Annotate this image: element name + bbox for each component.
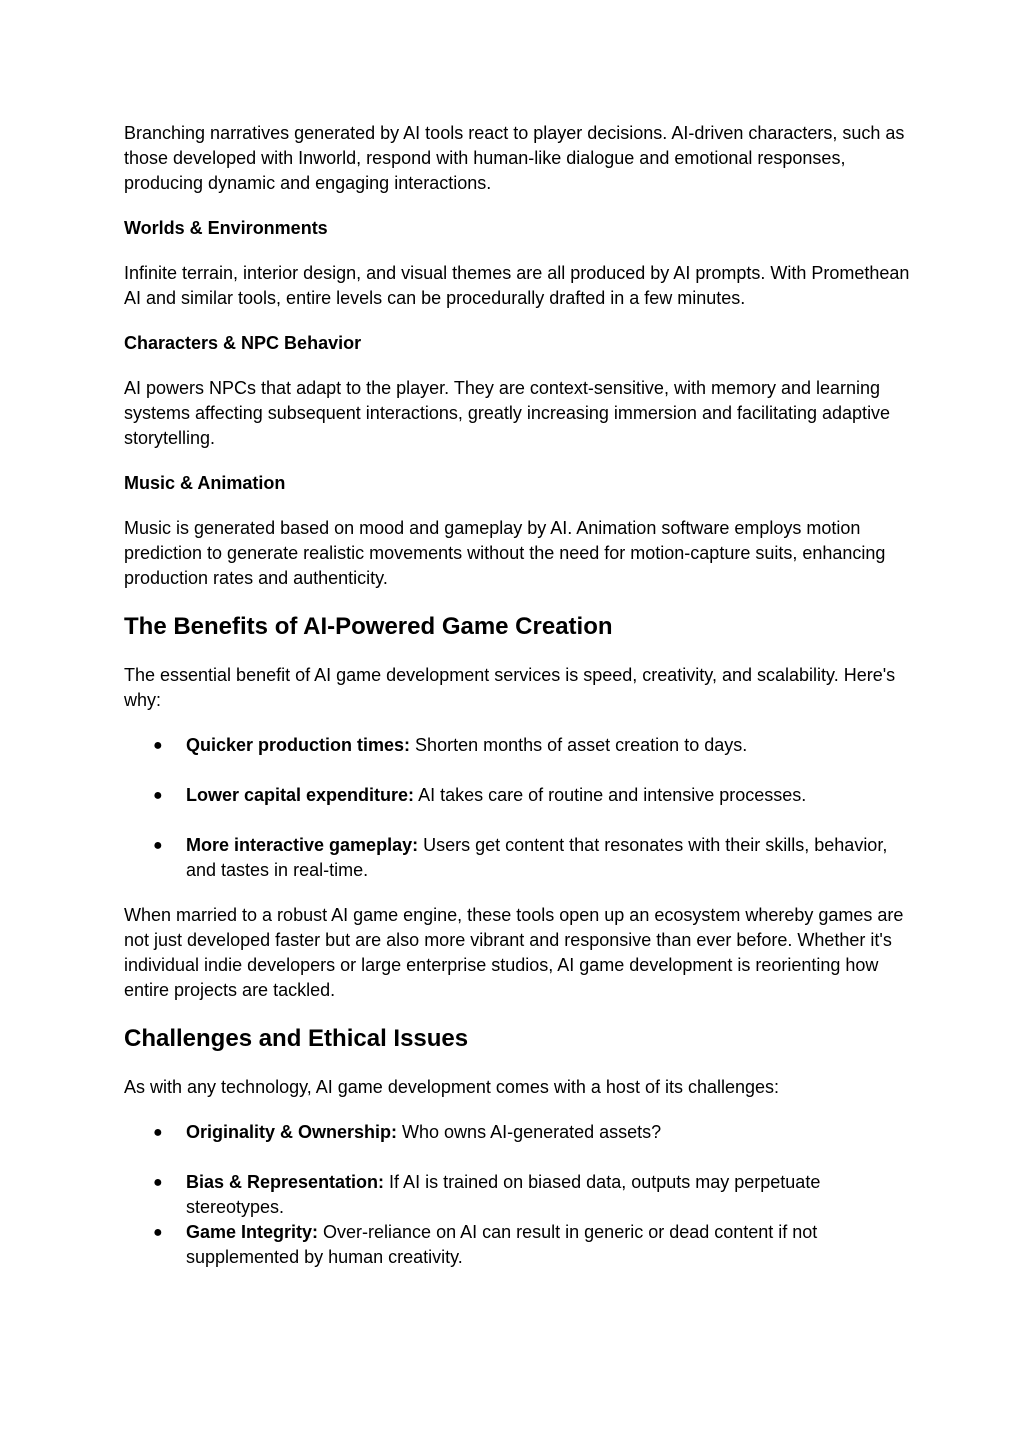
bullet-icon: ●	[153, 1224, 163, 1241]
list-item-text: AI takes care of routine and intensive processes.	[414, 785, 807, 805]
bullet-icon: ●	[153, 737, 163, 754]
list-item-term: Game Integrity:	[186, 1222, 319, 1242]
benefits-list	[124, 733, 914, 883]
list-item	[124, 1220, 914, 1270]
challenges-list	[124, 1120, 914, 1270]
challenges-intro: As with any technology, AI game development comes with a host of its challenges:	[124, 1077, 780, 1097]
document-page	[124, 121, 914, 1270]
list-item-term: Lower capital expenditure:	[186, 785, 415, 805]
benefits-heading: The Benefits of AI-Powered Game Creation	[124, 613, 613, 640]
list-item	[124, 733, 914, 758]
list-item	[124, 783, 914, 808]
list-item	[124, 833, 914, 883]
list-item-term: More interactive gameplay:	[186, 835, 419, 855]
intro-paragraph: Branching narratives generated by AI tools react to player decisions. AI-driven characters, such as those developed with Inworld, respond with human-like dialogue and emotional responses, producing dynamic and engaging interactions.	[124, 123, 905, 193]
bullet-icon: ●	[153, 787, 163, 804]
section-heading-worlds: Worlds & Environments	[124, 218, 328, 238]
list-item-term: Bias & Representation:	[186, 1172, 385, 1192]
list-item-text: Who owns AI-generated assets?	[397, 1122, 662, 1142]
list-item-text: If AI is trained on biased data, outputs may perpetuate stereotypes.	[186, 1172, 821, 1217]
list-item-text: Shorten months of asset creation to days.	[410, 735, 748, 755]
benefits-intro: The essential benefit of AI game development services is speed, creativity, and scalability. Here's why:	[124, 665, 896, 710]
section-body-worlds: Infinite terrain, interior design, and visual themes are all produced by AI prompts. With Promethean AI and similar tools, entire levels can be procedurally drafted in a few minutes.	[124, 263, 910, 308]
section-body-music: Music is generated based on mood and gameplay by AI. Animation software employs motion prediction to generate realistic movements without the need for motion-capture suits, enhancing production rates and authenticity.	[124, 518, 886, 588]
benefits-outro: When married to a robust AI game engine, these tools open up an ecosystem whereby games are not just developed faster but are also more vibrant and responsive than ever before. Whether it's individual indie developers or large enterprise studios, AI game development is reorienting how entire projects are tackled.	[124, 905, 904, 1000]
bullet-icon: ●	[153, 1124, 163, 1141]
challenges-heading: Challenges and Ethical Issues	[124, 1025, 469, 1052]
section-body-characters: AI powers NPCs that adapt to the player. They are context-sensitive, with memory and learning systems affecting subsequent interactions, greatly increasing immersion and facilitating adaptive storytelling.	[124, 378, 891, 448]
list-item-term: Originality & Ownership:	[186, 1122, 398, 1142]
list-item-text: Over-reliance on AI can result in generic or dead content if not supplemented by human creativity.	[186, 1222, 818, 1267]
section-heading-characters: Characters & NPC Behavior	[124, 333, 362, 353]
bullet-icon: ●	[153, 1174, 163, 1191]
list-item-text: Users get content that resonates with their skills, behavior, and tastes in real-time.	[186, 835, 888, 880]
list-item	[124, 1120, 914, 1145]
list-item	[124, 1170, 914, 1220]
list-item-term: Quicker production times:	[186, 735, 411, 755]
bullet-icon: ●	[153, 837, 163, 854]
section-heading-music: Music & Animation	[124, 473, 286, 493]
